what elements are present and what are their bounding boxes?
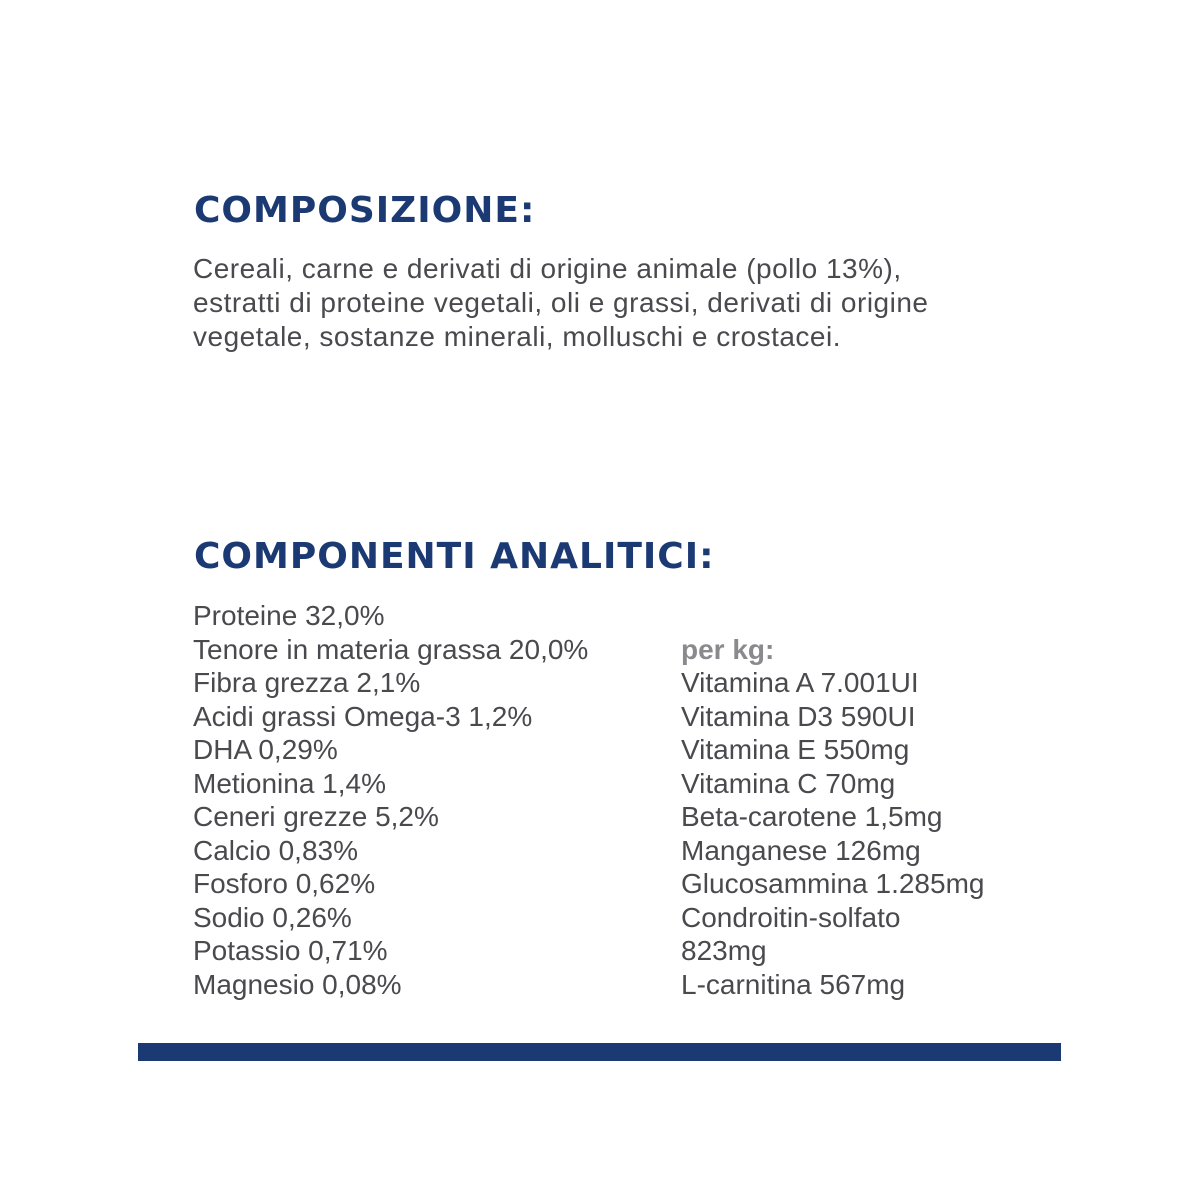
list-item: Fosforo 0,62%: [193, 868, 376, 899]
list-item: 823mg: [681, 935, 767, 966]
list-item: L-carnitina 567mg: [681, 968, 906, 1000]
list-item: DHA 0,29%: [193, 734, 338, 765]
list-item: Vitamina D3 590UI: [681, 700, 916, 732]
analytic-components-list: [193, 599, 588, 1001]
list-item: Ceneri grezze 5,2%: [193, 801, 439, 832]
list-item: Calcio 0,83%: [193, 834, 358, 866]
list-item: Beta-carotene 1,5mg: [681, 801, 943, 832]
list-item: Acidi grassi Omega-3 1,2%: [193, 700, 533, 732]
analytic-components-heading: COMPONENTI ANALITICI:: [194, 536, 715, 577]
list-item: Manganese 126mg: [681, 834, 921, 866]
list-item: Metionina 1,4%: [193, 767, 387, 799]
list-item: Proteine 32,0%: [193, 600, 385, 631]
list-item: Condroitin-solfato: [681, 901, 901, 933]
list-item: Magnesio 0,08%: [193, 968, 402, 1000]
list-item: Fibra grezza 2,1%: [193, 667, 421, 698]
per-kg-label: per kg:: [681, 634, 775, 665]
list-item: Vitamina A 7.001UI: [681, 667, 919, 698]
composition-text: Cereali, carne e derivati di origine animale (pollo 13%), estratti di proteine vegetali, oli e grassi, derivati di origine vegetale, sostanze minerali, molluschi e crostacei.: [193, 253, 929, 352]
composition-heading: COMPOSIZIONE:: [194, 190, 536, 231]
per-kg-list: [681, 666, 984, 1001]
list-item: Tenore in materia grassa 20,0%: [193, 633, 589, 665]
list-item: Vitamina C 70mg: [681, 767, 896, 799]
list-item: Glucosammina 1.285mg: [681, 868, 985, 899]
footer-divider-bar: [138, 1043, 1061, 1061]
list-item: Vitamina E 550mg: [681, 734, 910, 765]
list-item: Potassio 0,71%: [193, 935, 388, 966]
list-item: Sodio 0,26%: [193, 901, 352, 933]
